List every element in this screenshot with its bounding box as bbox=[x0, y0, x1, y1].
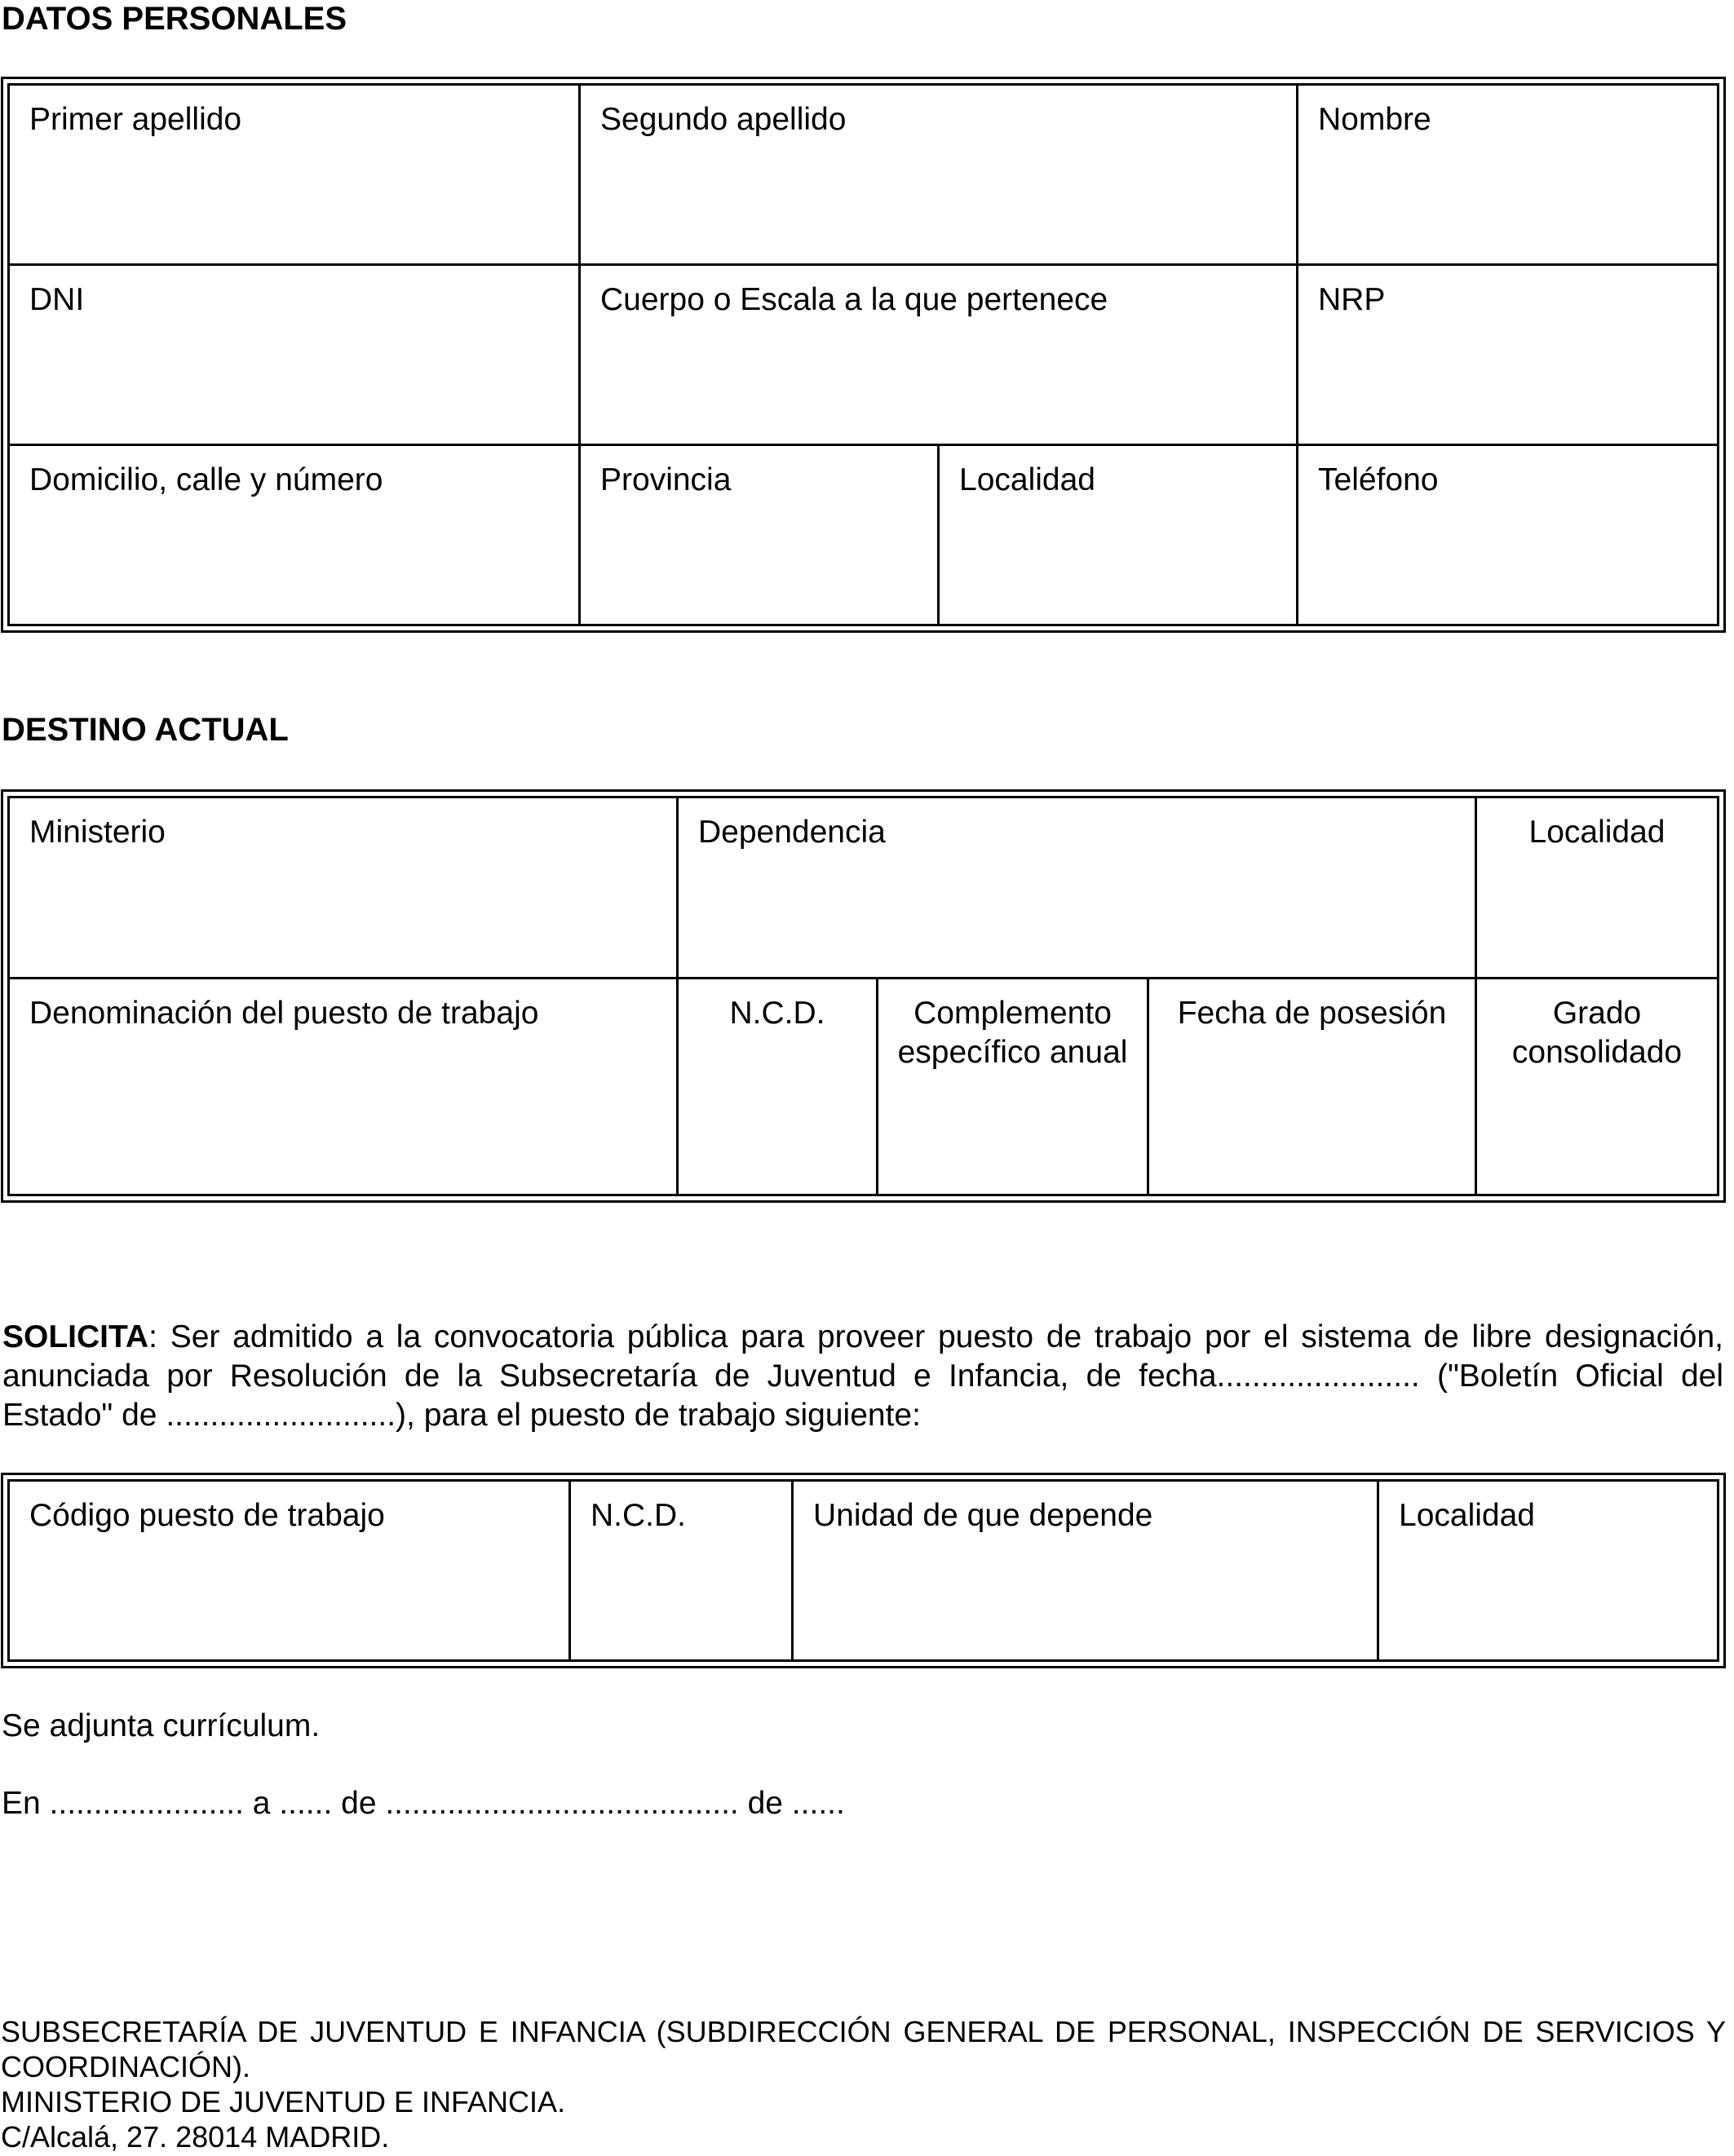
adjunta-curriculum-text: Se adjunta currículum. bbox=[2, 1708, 321, 1743]
field-ministerio[interactable]: Ministerio bbox=[9, 797, 678, 979]
field-telefono[interactable]: Teléfono bbox=[1298, 445, 1719, 625]
footer-address bbox=[1, 2014, 1726, 2154]
footer-line-direccion: C/Alcalá, 27. 28014 MADRID. bbox=[1, 2120, 390, 2154]
datos-personales-table bbox=[1, 77, 1726, 633]
field-cuerpo-escala[interactable]: Cuerpo o Escala a la que pertenece bbox=[580, 265, 1298, 445]
field-localidad-destino[interactable]: Localidad bbox=[1476, 797, 1719, 979]
field-complemento-especifico[interactable]: Complemento específico anual bbox=[878, 979, 1148, 1195]
field-segundo-apellido[interactable]: Segundo apellido bbox=[580, 85, 1298, 265]
field-nombre[interactable]: Nombre bbox=[1298, 85, 1719, 265]
section-heading-datos-personales: DATOS PERSONALES bbox=[2, 1, 347, 37]
field-primer-apellido[interactable]: Primer apellido bbox=[9, 85, 580, 265]
field-localidad-solicitado[interactable]: Localidad bbox=[1378, 1481, 1719, 1661]
field-dni[interactable]: DNI bbox=[9, 265, 580, 445]
solicita-text: : Ser admitido a la convocatoria pública para proveer puesto de trabajo por el sistema de libre designación, anunciada por Resolución de la Subsecretaría de Juventud e Infancia, de fecha....................... ("Boletín Oficial del Estado" de ..........................), para el puesto de trabajo siguiente: bbox=[2, 1319, 1723, 1433]
field-unidad-depende[interactable]: Unidad de que depende bbox=[793, 1481, 1378, 1661]
field-ncd-solicitado[interactable]: N.C.D. bbox=[570, 1481, 793, 1661]
field-codigo-puesto[interactable]: Código puesto de trabajo bbox=[9, 1481, 570, 1661]
solicita-label: SOLICITA bbox=[2, 1319, 149, 1354]
section-heading-destino-actual: DESTINO ACTUAL bbox=[2, 712, 289, 748]
fecha-firma-line: En ...................... a ...... de ........................................ de ...... bbox=[2, 1786, 845, 1821]
solicita-paragraph bbox=[2, 1318, 1723, 1435]
field-nrp[interactable]: NRP bbox=[1298, 265, 1719, 445]
field-localidad[interactable]: Localidad bbox=[939, 445, 1298, 625]
field-dependencia[interactable]: Dependencia bbox=[678, 797, 1476, 979]
footer-line-subsecretaria: SUBSECRETARÍA DE JUVENTUD E INFANCIA (SUBDIRECCIÓN GENERAL DE PERSONAL, INSPECCIÓN DE SERVICIOS Y COORDINACIÓN). bbox=[1, 2015, 1726, 2083]
field-grado-consolidado[interactable]: Grado consolidado bbox=[1476, 979, 1719, 1195]
field-denominacion-puesto[interactable]: Denominación del puesto de trabajo bbox=[9, 979, 678, 1195]
footer-line-ministerio: MINISTERIO DE JUVENTUD E INFANCIA. bbox=[1, 2085, 566, 2118]
field-fecha-posesion[interactable]: Fecha de posesión bbox=[1148, 979, 1476, 1195]
destino-actual-table bbox=[1, 789, 1726, 1203]
field-domicilio[interactable]: Domicilio, calle y número bbox=[9, 445, 580, 625]
field-ncd-destino[interactable]: N.C.D. bbox=[678, 979, 878, 1195]
puesto-solicitado-table bbox=[1, 1473, 1726, 1668]
field-provincia[interactable]: Provincia bbox=[580, 445, 939, 625]
